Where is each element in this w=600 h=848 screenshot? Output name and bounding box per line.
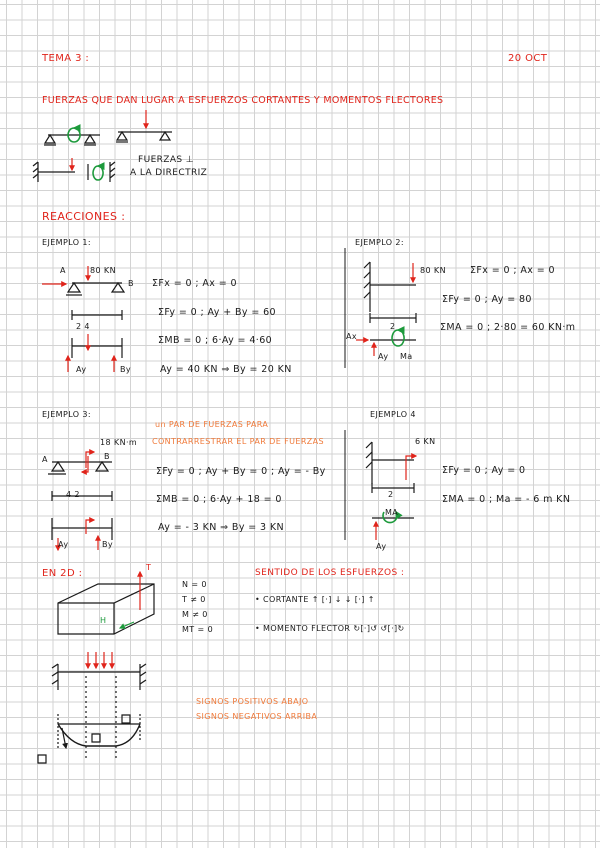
ex1-dims: 2 4 bbox=[76, 322, 90, 331]
ex1-eq1: ΣFx = 0 ; Ax = 0 bbox=[152, 278, 237, 289]
intro-cantilever bbox=[33, 158, 115, 182]
ex1-eq2: ΣFy = 0 ; Ay + By = 60 bbox=[158, 307, 277, 318]
ex2-title: EJEMPLO 2: bbox=[355, 238, 404, 247]
moment-diagram bbox=[38, 714, 140, 763]
block-label-h: H bbox=[100, 616, 107, 625]
ex2-dim: 2 bbox=[390, 322, 396, 331]
ex3-reaction-by: By bbox=[102, 540, 114, 549]
intro-beam-force bbox=[116, 110, 172, 142]
ex3-label-b: B bbox=[104, 452, 110, 461]
ex1-load: 80 KN bbox=[90, 266, 116, 275]
sign-convention-title: SENTIDO DE LOS ESFUERZOS : bbox=[255, 568, 405, 578]
date-label: 20 OCT bbox=[508, 53, 548, 64]
ex2-reaction-ay: Ay bbox=[378, 352, 389, 361]
ex4-reaction-ma: MA bbox=[385, 508, 399, 517]
ex1-diagram bbox=[42, 266, 124, 372]
forces-note-line1: FUERZAS ⊥ bbox=[138, 155, 195, 165]
ex2-eq2: ΣFy = 0 ; Ay = 80 bbox=[442, 294, 532, 305]
signs-positive-note: SIGNOS POSITIVOS ABAJO bbox=[196, 697, 309, 706]
ex4-reaction-ay: Ay bbox=[376, 542, 387, 551]
ex3-note-line1: un PAR DE FUERZAS PARA bbox=[155, 420, 269, 429]
effort-list-2: T ≠ 0 bbox=[182, 595, 206, 604]
lower-beam bbox=[52, 652, 146, 760]
ex2-diagram bbox=[356, 262, 416, 356]
ex2-reaction-ax: Ax bbox=[346, 332, 358, 341]
ex3-eq2: ΣMB = 0 ; 6·Ay + 18 = 0 bbox=[156, 494, 282, 505]
ex3-label-a: A bbox=[42, 455, 48, 464]
ex3-note-line2: CONTRARRESTRAR EL PAR DE FUERZAS bbox=[152, 437, 325, 446]
ex4-title: EJEMPLO 4 bbox=[370, 410, 416, 419]
ex1-label-b: B bbox=[128, 279, 134, 288]
forces-note-line2: A LA DIRECTRIZ bbox=[130, 168, 208, 178]
ex3-diagram bbox=[48, 452, 112, 550]
ex4-moment: 6 KN bbox=[415, 437, 436, 446]
forces-heading: FUERZAS QUE DAN LUGAR A ESFUERZOS CORTANTES Y MOMENTOS FLECTORES bbox=[42, 95, 444, 106]
effort-list-4: MT = 0 bbox=[182, 625, 214, 634]
ex1-eq3: ΣMB = 0 ; 6·Ay = 4·60 bbox=[158, 335, 273, 346]
ex3-eq1: ΣFy = 0 ; Ay + By = 0 ; Ay = - By bbox=[156, 466, 326, 477]
ex1-label-a: A bbox=[60, 266, 66, 275]
intro-beam-moment bbox=[44, 128, 100, 145]
ex4-dim: 2 bbox=[388, 490, 394, 499]
topic-title: TEMA 3 : bbox=[42, 53, 90, 64]
ex4-eq1: ΣFy = 0 ; Ay = 0 bbox=[442, 465, 526, 476]
effort-list-1: N = 0 bbox=[182, 580, 207, 589]
block-label-t: T bbox=[146, 563, 152, 572]
section-2d-title: EN 2D : bbox=[42, 568, 83, 579]
ex2-load: 80 KN bbox=[420, 266, 446, 275]
ex2-reaction-ma: Ma bbox=[400, 352, 413, 361]
ex2-eq3: ΣMA = 0 ; 2·80 = 60 KN·m bbox=[440, 322, 576, 333]
signs-negative-note: SIGNOS NEGATIVOS ARRIBA bbox=[196, 712, 318, 721]
ex1-result: Ay = 40 KN ⇒ By = 20 KN bbox=[160, 364, 292, 375]
ex1-title: EJEMPLO 1: bbox=[42, 238, 91, 247]
reactions-heading: REACCIONES : bbox=[42, 210, 126, 223]
sign-convention-shear: • CORTANTE ↑ [·] ↓ ↓ [·] ↑ bbox=[255, 595, 375, 604]
ex3-title: EJEMPLO 3: bbox=[42, 410, 91, 419]
ex4-eq2: ΣMA = 0 ; Ma = - 6 m KN bbox=[442, 494, 571, 505]
ex3-reaction-ay: Ay bbox=[58, 540, 69, 549]
ex3-result: Ay = - 3 KN ⇒ By = 3 KN bbox=[158, 522, 285, 533]
ex1-reaction-ay: Ay bbox=[76, 365, 87, 374]
ex2-eq1: ΣFx = 0 ; Ax = 0 bbox=[470, 265, 555, 276]
sign-convention-moment: • MOMENTO FLECTOR ↻[·]↺ ↺[·]↻ bbox=[255, 624, 405, 633]
ex1-reaction-by: By bbox=[120, 365, 132, 374]
ex3-moment: 18 KN·m bbox=[100, 438, 138, 447]
ex3-dims: 4 2 bbox=[66, 490, 80, 499]
effort-list-3: M ≠ 0 bbox=[182, 610, 208, 619]
